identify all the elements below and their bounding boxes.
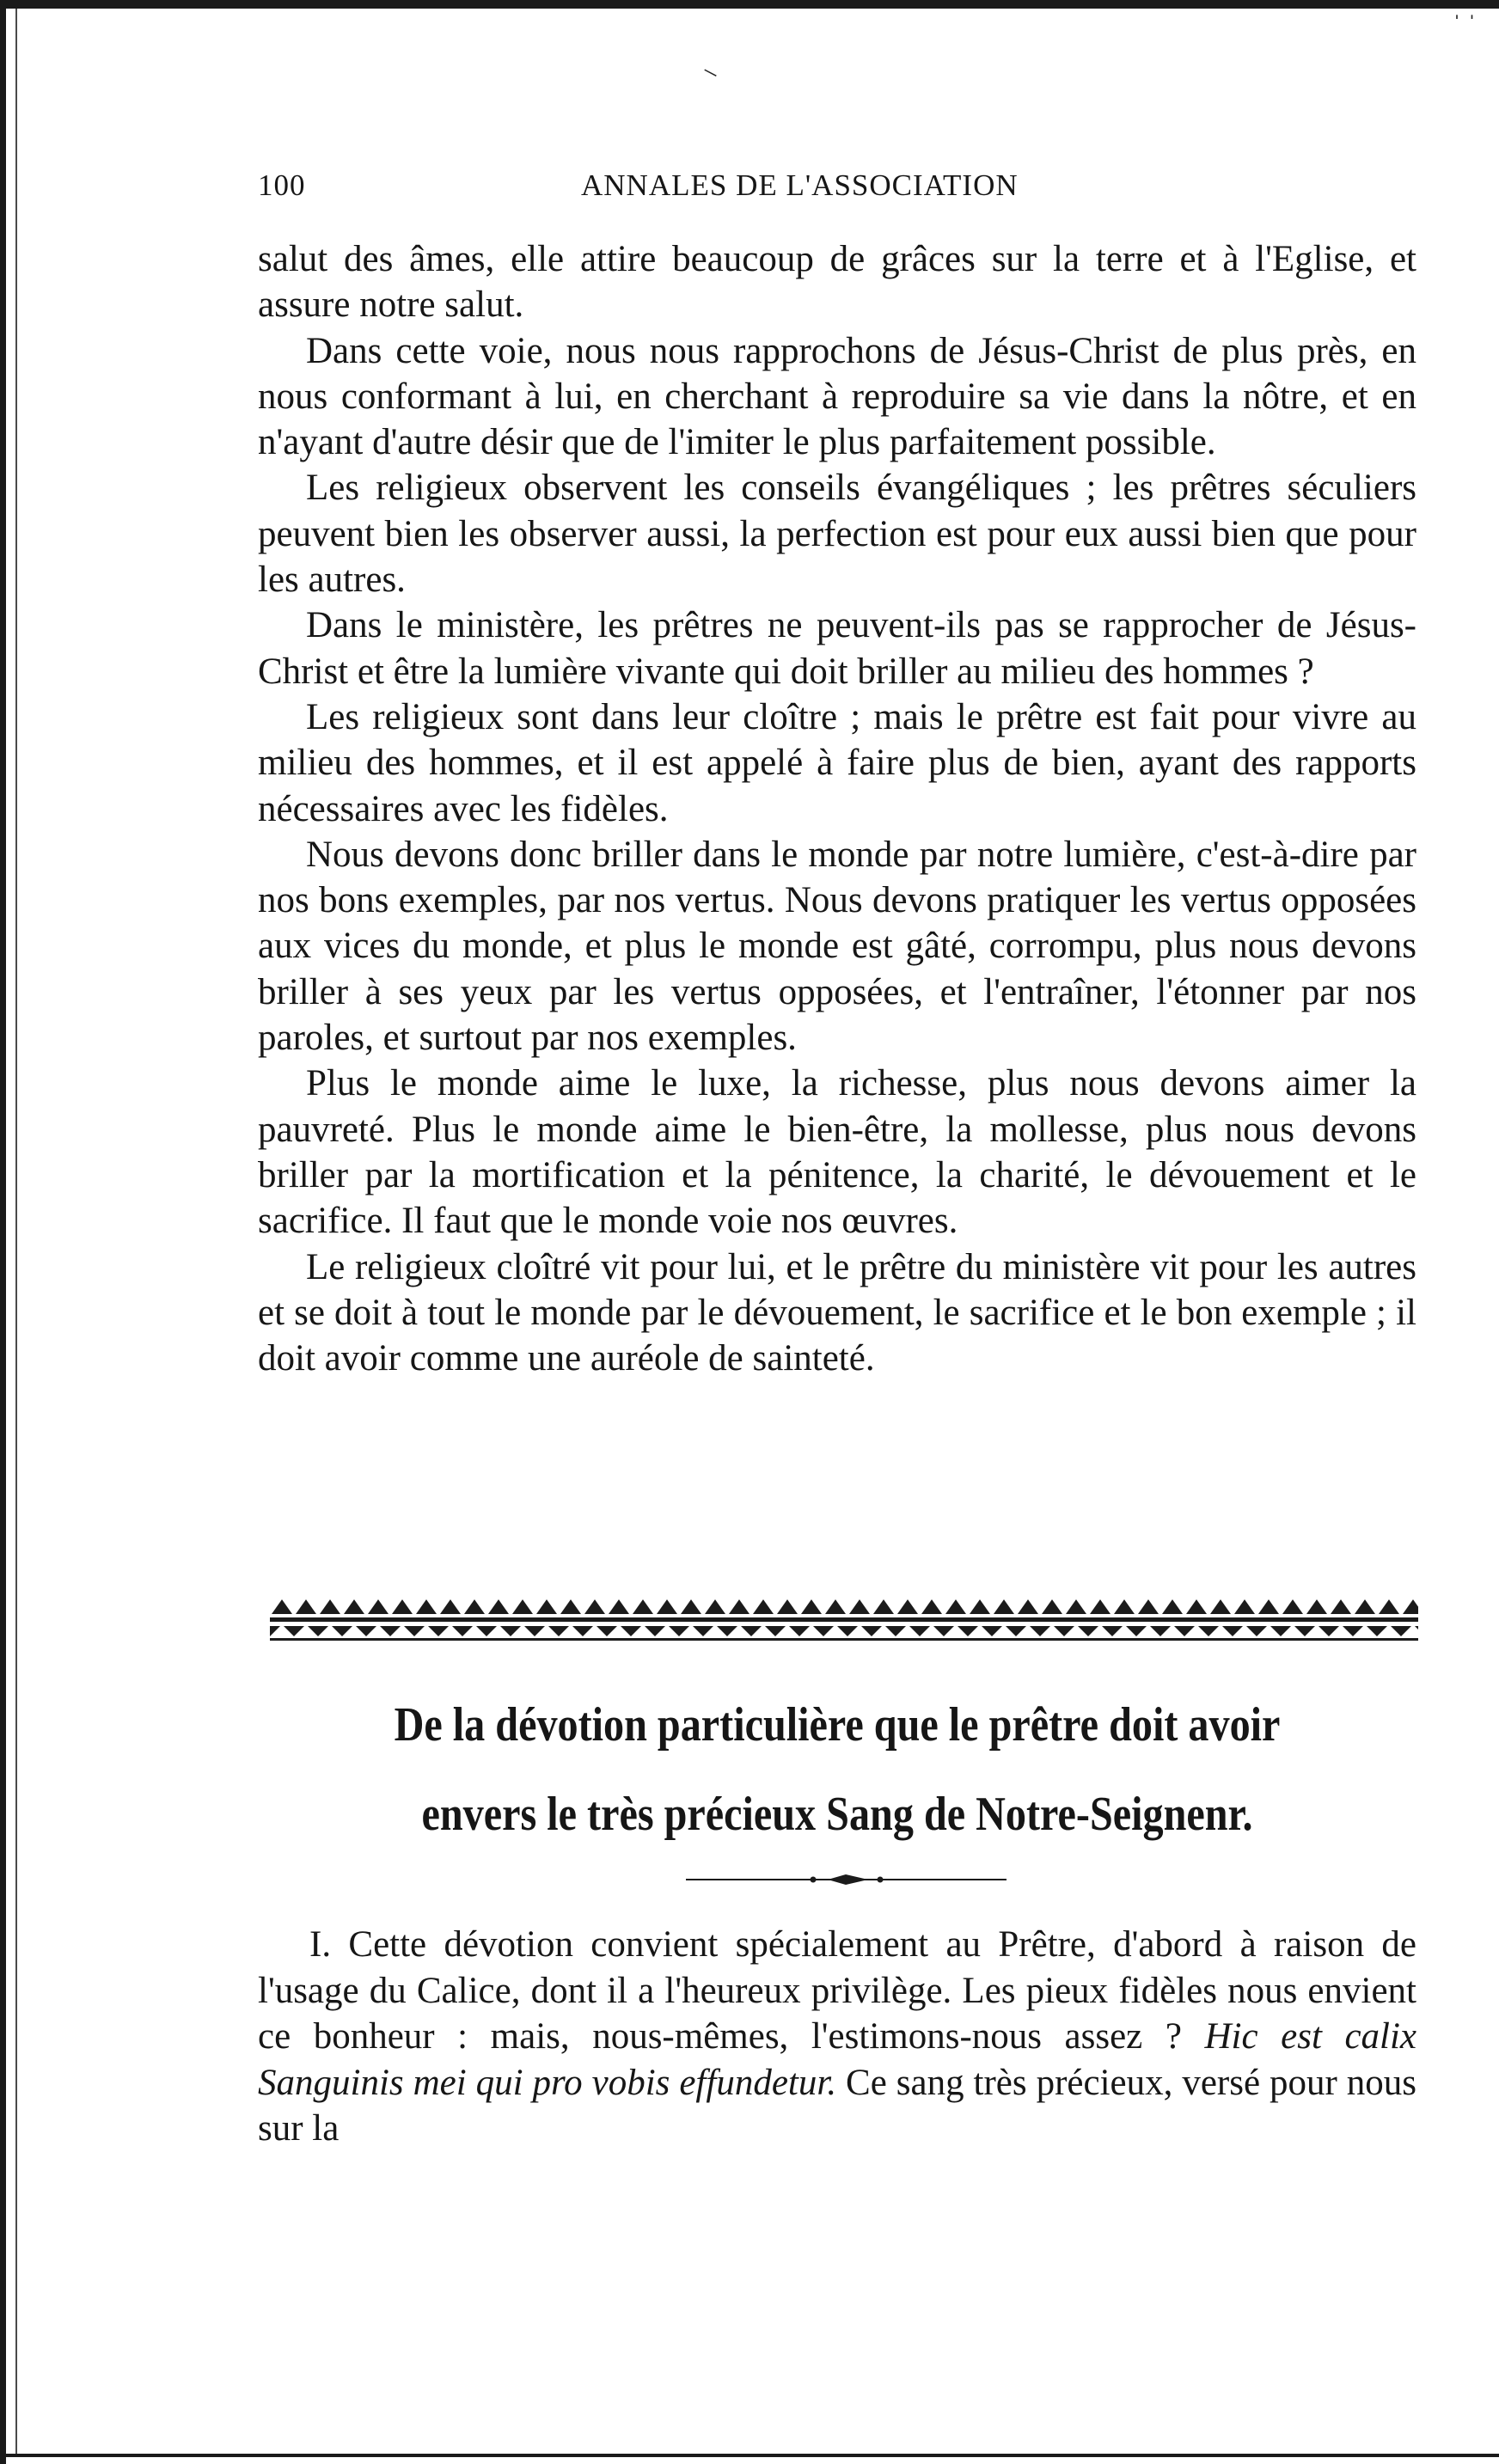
section-title-line: De la dévotion particulière que le prêtre doit avoir — [394, 1698, 1281, 1752]
paragraph: Plus le monde aime le luxe, la richesse, plus nous devons aimer la pauvreté. Plus le monde aime le bien-être, la mollesse, plus nous devons briller par la mortification et la pénitence, la charité, le dévouement et le sacrifice. Il faut que le monde voie nos œuvres. — [258, 1063, 1416, 1242]
section-text — [258, 1922, 1416, 2152]
scan-speck: ˈ ˈ — [1453, 10, 1477, 39]
scan-speck: – — [699, 55, 725, 87]
page-border-left — [0, 0, 6, 2464]
section-title-line: envers le très précieux Sang de Notre-Seignenr. — [421, 1788, 1253, 1841]
page-border-top — [0, 0, 1499, 9]
running-head — [258, 168, 1117, 211]
paragraph-text: I. Cette dévotion convient spécialement au Prêtre, d'abord à raison de l'usage du Calice, dont il a l'heureux privilège. Les pieux fidèles nous envient ce bonheur : mais, nous-mêmes, l'estimons-nous assez ? — [258, 1924, 1416, 2057]
paragraph: salut des âmes, elle attire beaucoup de grâces sur la terre et à l'Eglise, et assure notre salut. — [258, 239, 1416, 326]
paragraph — [258, 1922, 1416, 2152]
page-border-bottom — [0, 2454, 1499, 2457]
title-divider — [686, 1874, 1006, 1886]
latin-quote: Hic est calix Sanguinis mei qui pro vobis effundetur. — [258, 2016, 1417, 2103]
section-title — [339, 1680, 1335, 1859]
running-title: ANNALES DE L'ASSOCIATION — [581, 168, 1019, 202]
paragraph-text: Ce sang très précieux, versé pour nous sur la — [258, 2062, 1417, 2149]
paragraph: Le religieux cloîtré vit pour lui, et le prêtre du ministère vit pour les autres et se doit à tout le monde par le dévouement, le sacrifice et le bon exemple ; il doit avoir comme une auréole de sainteté. — [258, 1246, 1416, 1379]
body-text — [258, 236, 1416, 1381]
page-border-left-inner — [15, 9, 17, 2454]
paragraph: Les religieux observent les conseils évangéliques ; les prêtres séculiers peuvent bien les observer aussi, la perfection est pour eux aussi bien que pour les autres. — [258, 468, 1416, 601]
ornament-band — [270, 1597, 1418, 1645]
page-number: 100 — [258, 168, 306, 202]
paragraph: Dans le ministère, les prêtres ne peuvent-ils pas se rapprocher de Jésus-Christ et être la lumière vivante qui doit briller au milieu des hommes ? — [258, 605, 1416, 692]
paragraph: Dans cette voie, nous nous rapprochons de Jésus-Christ de plus près, en nous conformant à lui, en cherchant à reproduire sa vie dans la nôtre, et en n'ayant d'autre désir que de l'imiter le plus parfaitement possible. — [258, 330, 1416, 463]
paragraph: Les religieux sont dans leur cloître ; mais le prêtre est fait pour vivre au milieu des hommes, et il est appelé à faire plus de bien, ayant des rapports nécessaires avec les fidèles. — [258, 696, 1416, 829]
paragraph: Nous devons donc briller dans le monde par notre lumière, c'est-à-dire par nos bons exemples, par nos vertus. Nous devons pratiquer les vertus opposées aux vices du monde, et plus le monde est gâté, corrompu, plus nous devons briller à ses yeux par les vertus opposées, et l'entraîner, l'étonner par nos paroles, et surtout par nos exemples. — [258, 834, 1416, 1059]
